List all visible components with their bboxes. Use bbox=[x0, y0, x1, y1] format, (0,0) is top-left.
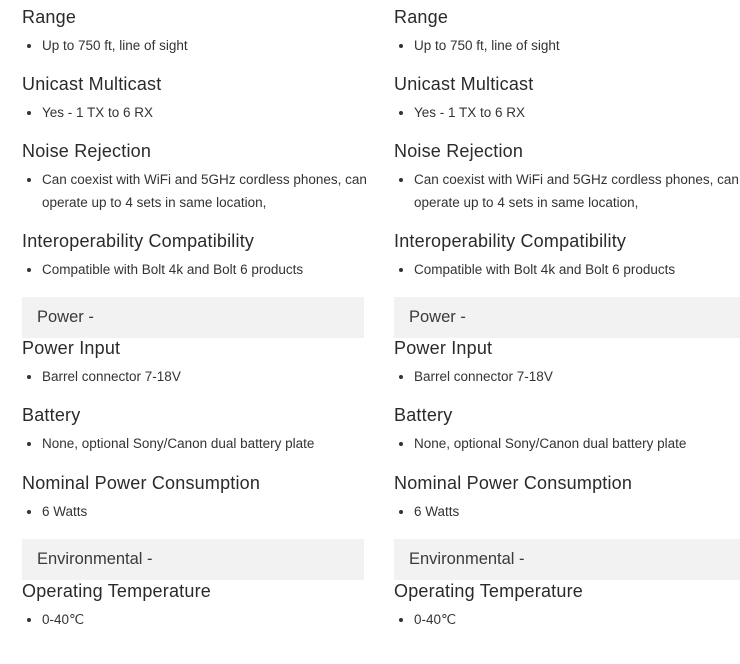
spec-unicast-multicast bbox=[394, 73, 740, 124]
section-header-environmental: Environmental - bbox=[22, 539, 364, 580]
spec-range bbox=[22, 6, 368, 57]
section-header-power: Power - bbox=[394, 297, 740, 338]
spec-title: Range bbox=[394, 7, 449, 27]
section-header-power: Power - bbox=[22, 297, 364, 338]
spec-value: • Barrel connector 7-18V bbox=[414, 365, 740, 388]
spec-value-list bbox=[22, 432, 368, 455]
spec-value: • 0-40℃ bbox=[414, 608, 740, 631]
spec-nominal-power-consumption bbox=[22, 472, 368, 523]
spec-title: Nominal Power Consumption bbox=[22, 473, 261, 493]
spec-title: Nominal Power Consumption bbox=[394, 473, 633, 493]
spec-operating-temperature bbox=[394, 580, 740, 631]
spec-value: • 6 Watts bbox=[414, 500, 740, 523]
spec-title: Power Input bbox=[22, 338, 121, 358]
spec-value-list bbox=[22, 608, 368, 631]
spec-value-list bbox=[22, 101, 368, 124]
spec-value: • None, optional Sony/Canon dual battery plate bbox=[42, 432, 368, 455]
spec-value: • Yes - 1 TX to 6 RX bbox=[414, 101, 740, 124]
spec-nominal-power-consumption bbox=[394, 472, 740, 523]
spec-value: • 0-40℃ bbox=[42, 608, 368, 631]
spec-title: Unicast Multicast bbox=[22, 74, 162, 94]
spec-value: • None, optional Sony/Canon dual battery plate bbox=[414, 432, 740, 455]
spec-value: • Compatible with Bolt 4k and Bolt 6 products bbox=[42, 258, 368, 281]
spec-value: • Yes - 1 TX to 6 RX bbox=[42, 101, 368, 124]
spec-title: Noise Rejection bbox=[22, 141, 152, 161]
spec-value-list bbox=[394, 34, 740, 57]
spec-noise-rejection bbox=[22, 140, 368, 214]
spec-value: • Up to 750 ft, line of sight bbox=[42, 34, 368, 57]
spec-value-list bbox=[394, 101, 740, 124]
spec-title: Range bbox=[22, 7, 77, 27]
spec-value-list bbox=[22, 500, 368, 523]
spec-value-list bbox=[394, 500, 740, 523]
spec-value-list bbox=[22, 258, 368, 281]
spec-title: Noise Rejection bbox=[394, 141, 524, 161]
spec-value: • 6 Watts bbox=[42, 500, 368, 523]
spec-value: • Can coexist with WiFi and 5GHz cordless phones, can operate up to 4 sets in same location, bbox=[42, 168, 368, 214]
spec-value-list bbox=[22, 168, 368, 214]
spec-interoperability-compatibility bbox=[22, 230, 368, 281]
spec-title: Operating Temperature bbox=[394, 581, 583, 601]
spec-title: Power Input bbox=[394, 338, 493, 358]
spec-value-list bbox=[394, 168, 740, 214]
spec-operating-temperature bbox=[22, 580, 368, 631]
spec-range bbox=[394, 6, 740, 57]
spec-value: • Compatible with Bolt 4k and Bolt 6 products bbox=[414, 258, 740, 281]
spec-value-list bbox=[22, 365, 368, 388]
spec-value-list bbox=[394, 258, 740, 281]
spec-value: • Barrel connector 7-18V bbox=[42, 365, 368, 388]
spec-title: Battery bbox=[22, 405, 81, 425]
spec-value: • Can coexist with WiFi and 5GHz cordless phones, can operate up to 4 sets in same location, bbox=[414, 168, 740, 214]
spec-value-list bbox=[394, 432, 740, 455]
spec-title: Interoperability Compatibility bbox=[394, 231, 627, 251]
spec-battery bbox=[22, 404, 368, 455]
section-header-environmental: Environmental - bbox=[394, 539, 740, 580]
spec-unicast-multicast bbox=[22, 73, 368, 124]
spec-power-input bbox=[394, 337, 740, 388]
spec-interoperability-compatibility bbox=[394, 230, 740, 281]
spec-value-list bbox=[22, 34, 368, 57]
spec-value-list bbox=[394, 365, 740, 388]
spec-title: Battery bbox=[394, 405, 453, 425]
spec-title: Operating Temperature bbox=[22, 581, 211, 601]
spec-value-list bbox=[394, 608, 740, 631]
spec-noise-rejection bbox=[394, 140, 740, 214]
spec-power-input bbox=[22, 337, 368, 388]
spec-value: • Up to 750 ft, line of sight bbox=[414, 34, 740, 57]
spec-battery bbox=[394, 404, 740, 455]
spec-title: Unicast Multicast bbox=[394, 74, 534, 94]
spec-title: Interoperability Compatibility bbox=[22, 231, 255, 251]
